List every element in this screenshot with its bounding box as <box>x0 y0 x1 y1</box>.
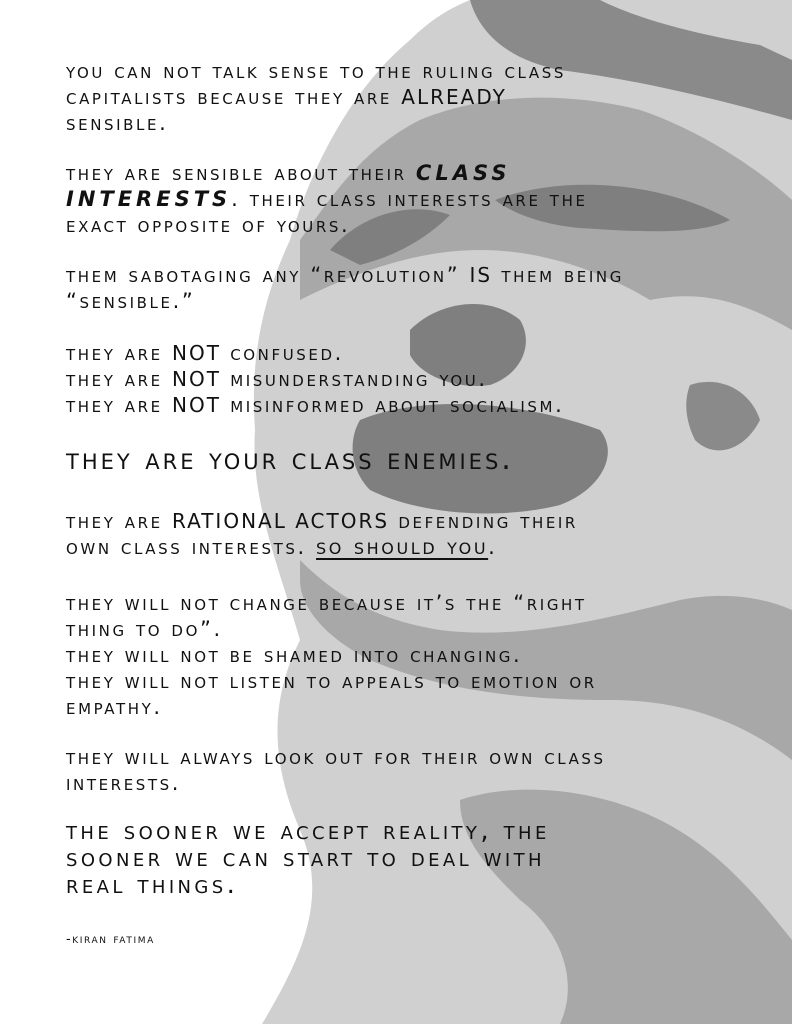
p3-emphasis: IS <box>469 263 493 287</box>
p4-row3-emphasis: NOT <box>172 393 221 417</box>
p4-row1-emphasis: NOT <box>172 341 221 365</box>
p3-line1: them sabotaging any “revolution” <box>66 263 461 287</box>
p5-emphasis: RATIONAL ACTORS <box>172 509 390 533</box>
paragraph-look-out <box>66 744 766 796</box>
p6-line2: thing to do”. <box>66 617 223 641</box>
p6-line3: they will not be shamed into changing. <box>66 643 523 667</box>
p2-line2: . their class interests are the <box>231 187 588 211</box>
p5-line1-end: defending their <box>398 509 578 533</box>
paragraph-not-confused <box>66 340 766 418</box>
p7-line2: interests. <box>66 771 182 795</box>
paragraph-rational-actors <box>66 508 766 560</box>
p4-row2-a: they are <box>66 367 163 391</box>
p4-row2-b: misunderstanding you. <box>230 367 488 391</box>
closing-line1: the sooner we accept reality, the <box>66 816 550 846</box>
closing-statement <box>66 818 766 899</box>
p2-line3: exact opposite of yours. <box>66 213 351 237</box>
paragraph-class-interests <box>66 160 766 238</box>
p4-row3-a: they are <box>66 393 163 417</box>
p4-row3-b: misinformed about socialism. <box>230 393 565 417</box>
paragraph-ruling-class <box>66 58 766 136</box>
p5-line2-end: . <box>488 535 498 559</box>
p4-row2-emphasis: NOT <box>172 367 221 391</box>
closing-line2: sooner we can start to deal with <box>66 843 545 873</box>
p4-row1-a: they are <box>66 341 163 365</box>
p1-line2: capitalists because they are <box>66 85 392 109</box>
headline-class-enemies: they are your class enemies. <box>66 442 514 477</box>
p7-line1: they will always look out for their own class <box>66 745 606 769</box>
p6-line1: they will not change because it’s the “right <box>66 591 587 615</box>
p6-line5: empathy. <box>66 695 163 719</box>
p2-emphasis-class: CLASS <box>415 161 511 185</box>
p3-line2: “sensible.” <box>66 289 196 313</box>
p1-line3: sensible. <box>66 111 169 135</box>
p2-line1: they are sensible about their <box>66 161 407 185</box>
p5-line2: own class interests. <box>66 535 307 559</box>
paragraph-will-not-change <box>66 590 766 720</box>
paragraph-sabotaging <box>66 262 766 314</box>
closing-line3: real things. <box>66 870 239 900</box>
p2-emphasis-interests: INTERESTS <box>66 187 232 211</box>
p6-line4: they will not listen to appeals to emotion or <box>66 669 597 693</box>
p5-line1: they are <box>66 509 163 533</box>
p1-line1: you can not talk sense to the ruling class <box>66 59 566 83</box>
p3-line1-end: them being <box>501 263 624 287</box>
p5-underlined: so should you <box>316 534 489 560</box>
signature: -kiran fatima <box>66 932 155 947</box>
p1-emphasis: ALREADY <box>401 85 507 109</box>
p4-row1-b: confused. <box>230 341 344 365</box>
